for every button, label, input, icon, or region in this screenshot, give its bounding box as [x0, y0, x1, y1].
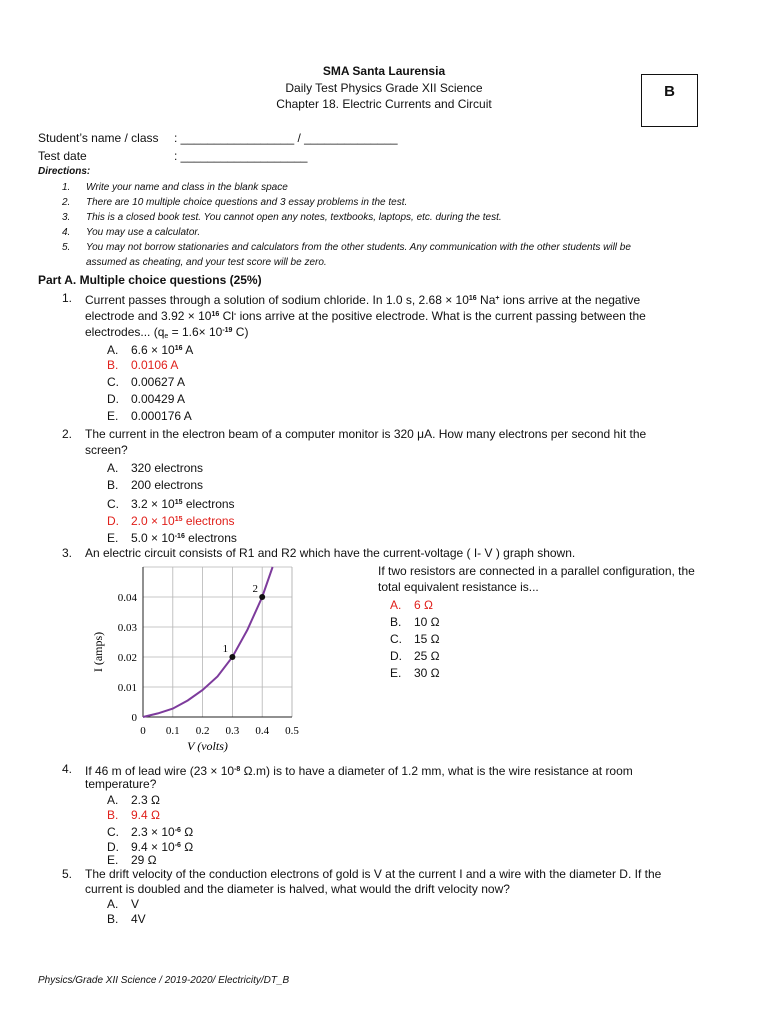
school-name: SMA Santa Laurensia	[322, 64, 446, 78]
option-unit: electrons	[182, 497, 235, 511]
direction-text: You may use a calculator.	[86, 227, 201, 238]
q1-text-line3: electrodes... ($q_e = 1.6\times 10^{-19}$ C)	[85, 325, 249, 340]
option-text: 2.3 × 10	[131, 825, 175, 839]
option-text: 0.000176 A	[131, 409, 192, 423]
chart-grid	[143, 567, 292, 717]
option-letter: A.	[107, 461, 119, 475]
option-text: 15 Ω	[414, 632, 440, 646]
option-text: 6 Ω	[414, 598, 433, 612]
option-letter: B.	[390, 615, 402, 629]
option-text: 200 electrons	[131, 478, 204, 492]
direction-text: Write your name and class in the blank space	[86, 182, 288, 193]
q5-text-line2: current is doubled and the diameter is halved, what would the drift velocity now?	[85, 882, 510, 896]
q3-side-line2: total equivalent resistance is...	[378, 580, 539, 594]
option-letter: E.	[390, 666, 402, 680]
direction-number: 1.	[62, 182, 71, 193]
direction-text: There are 10 multiple choice questions and 3 essay problems in the test.	[86, 197, 408, 208]
q3-text-line1: An electric circuit consists of R1 and R2 which have the current-voltage ( I- V ) graph shown.	[85, 546, 576, 560]
chart-tick-labels	[118, 592, 300, 737]
y-axis-label: I (amps)	[91, 631, 105, 673]
answer-option[interactable]	[390, 614, 440, 631]
option-letter: E.	[107, 853, 119, 867]
option-exponent: 16	[174, 345, 183, 352]
option-text: 3.2 × 10	[131, 497, 175, 511]
option-exponent: -6	[174, 842, 181, 849]
student-name-field[interactable]: : _________________ / ______________	[174, 131, 398, 145]
option-letter: E.	[107, 531, 119, 545]
x-tick-label: 0.1	[165, 725, 180, 737]
direction-number: 5.	[62, 242, 71, 253]
iv-graph	[80, 560, 320, 760]
page-footer: Physics/Grade XII Science / 2019-2020/ Electricity/DT_B	[38, 975, 290, 986]
option-letter: B.	[107, 358, 119, 372]
answer-option[interactable]	[107, 460, 203, 477]
option-letter: A.	[390, 598, 402, 612]
chart-axes	[143, 567, 292, 717]
option-exponent: 15	[174, 499, 183, 506]
q1-number: 1.	[62, 291, 73, 305]
option-exponent: -6	[174, 827, 181, 834]
option-letter: D.	[107, 514, 119, 528]
option-unit: Ω	[180, 840, 194, 854]
option-text: 0.00627 A	[131, 375, 186, 389]
answer-option[interactable]	[107, 528, 237, 547]
y-tick-label: 0.03	[117, 622, 137, 634]
direction-number: 2.	[62, 197, 71, 208]
option-letter: A.	[107, 897, 119, 911]
answer-option[interactable]	[107, 477, 203, 494]
option-letter: E.	[107, 409, 119, 423]
q2-text-line2: screen?	[85, 443, 128, 457]
q3-side-line1: If two resistors are connected in a parallel configuration, the	[378, 564, 695, 578]
option-unit: electrons	[184, 531, 237, 545]
option-letter: A.	[107, 793, 119, 807]
option-text: 29 Ω	[131, 853, 157, 867]
direction-text: You may not borrow stationaries and calculators from the other students. Any communication with the other students will be	[86, 242, 631, 253]
point-label: 2	[252, 583, 258, 595]
answer-option[interactable]	[390, 648, 440, 665]
q2-number: 2.	[62, 427, 73, 441]
q5-number: 5.	[62, 867, 73, 881]
test-date-field[interactable]: : ___________________	[174, 149, 308, 163]
option-letter: C.	[107, 497, 119, 511]
q5-text-line1: The drift velocity of the conduction electrons of gold is V at the current I and a wire with the diameter D. If the	[85, 867, 662, 881]
option-letter: D.	[107, 840, 119, 854]
test-date-label: Test date	[38, 149, 87, 163]
option-letter: C.	[107, 825, 119, 839]
y-tick-label: 0.01	[117, 682, 137, 694]
test-title: Daily Test Physics Grade XII Science	[285, 81, 483, 95]
option-unit: electrons	[182, 514, 235, 528]
x-tick-label: 0.3	[225, 725, 240, 737]
student-name-label: Student’s name / class	[38, 131, 159, 145]
option-text: V	[131, 897, 140, 911]
data-point	[229, 654, 235, 660]
version-box	[641, 74, 698, 127]
part-a-title: Part A. Multiple choice questions (25%)	[38, 273, 262, 287]
point-label: 1	[222, 643, 229, 655]
q3-number: 3.	[62, 546, 73, 560]
answer-option[interactable]	[390, 631, 440, 648]
direction-number: 4.	[62, 227, 71, 238]
option-text: 320 electrons	[131, 461, 204, 475]
option-letter: D.	[107, 392, 119, 406]
option-text: 4V	[131, 912, 146, 926]
direction-number: 3.	[62, 212, 71, 223]
y-tick-label: 0.02	[117, 652, 137, 664]
q4-text-line2: temperature?	[85, 777, 157, 791]
option-exponent: -16	[174, 533, 185, 540]
direction-text: assumed as cheating, and your test score will be zero.	[86, 257, 327, 268]
chart-points	[223, 583, 266, 660]
x-tick-label: 0.4	[255, 725, 270, 737]
data-point	[259, 594, 265, 600]
option-letter: D.	[390, 649, 402, 663]
answer-option[interactable]	[107, 357, 178, 374]
option-letter: B.	[107, 912, 119, 926]
option-text: 0.0106 A	[131, 358, 179, 372]
chapter-title: Chapter 18. Electric Currents and Circuit	[276, 97, 492, 111]
option-text: 5.0 × 10	[131, 531, 175, 545]
x-tick-label: 0.5	[285, 725, 299, 737]
directions-title: Directions:	[38, 166, 91, 177]
answer-option[interactable]	[107, 408, 192, 425]
option-letter: C.	[390, 632, 402, 646]
q4-text-line1: If 46 m of lead wire ($23 \times 10^{-8}$ Ω.m) is to have a diameter of 1.2 mm, what is the wire resistance at room	[85, 764, 633, 778]
option-letter: A.	[107, 343, 119, 357]
option-text: 2.3 Ω	[131, 793, 160, 807]
option-text: 0.00429 A	[131, 392, 186, 406]
option-letter: C.	[107, 375, 119, 389]
y-tick-label: 0.04	[117, 592, 137, 604]
option-text: 10 Ω	[414, 615, 440, 629]
answer-option[interactable]	[107, 911, 146, 928]
answer-option[interactable]	[107, 391, 185, 408]
answer-option[interactable]	[390, 597, 433, 614]
option-text: 6.6 × 10	[131, 343, 175, 357]
x-tick-label: 0.2	[195, 725, 210, 737]
option-text: 25 Ω	[414, 649, 440, 663]
direction-text: This is a closed book test. You cannot open any notes, textbooks, laptops, etc. during the test.	[86, 212, 502, 223]
x-tick-label: 0	[140, 725, 146, 737]
x-axis-label: V (volts)	[187, 739, 228, 753]
answer-option[interactable]	[107, 374, 185, 391]
answer-option[interactable]	[390, 665, 440, 682]
y-tick-label: 0	[131, 712, 137, 724]
option-unit: A	[182, 343, 194, 357]
q4-number: 4.	[62, 762, 73, 776]
option-letter: B.	[107, 478, 119, 492]
version-label: B	[664, 83, 675, 100]
q2-text-line1: The current in the electron beam of a computer monitor is 320 μA. How many electrons per second hit the	[85, 427, 647, 441]
option-unit: Ω	[180, 825, 194, 839]
option-text: 30 Ω	[414, 666, 440, 680]
q1-text-line2: electrode and $3.92 \times 10^{16}$ Cl- ions arrive at the positive electrode. What is the current passing between the	[85, 309, 646, 323]
option-text: 9.4 × 10	[131, 840, 175, 854]
option-exponent: 15	[174, 516, 183, 523]
option-text: 9.4 Ω	[131, 808, 160, 822]
option-text: 2.0 × 10	[131, 514, 175, 528]
q1-text-line1: Current passes through a solution of sodium chloride. In 1.0 s, $2.68 \times 10^{16}$ Na+ ions arrive at the negative	[85, 293, 641, 307]
option-letter: B.	[107, 808, 119, 822]
